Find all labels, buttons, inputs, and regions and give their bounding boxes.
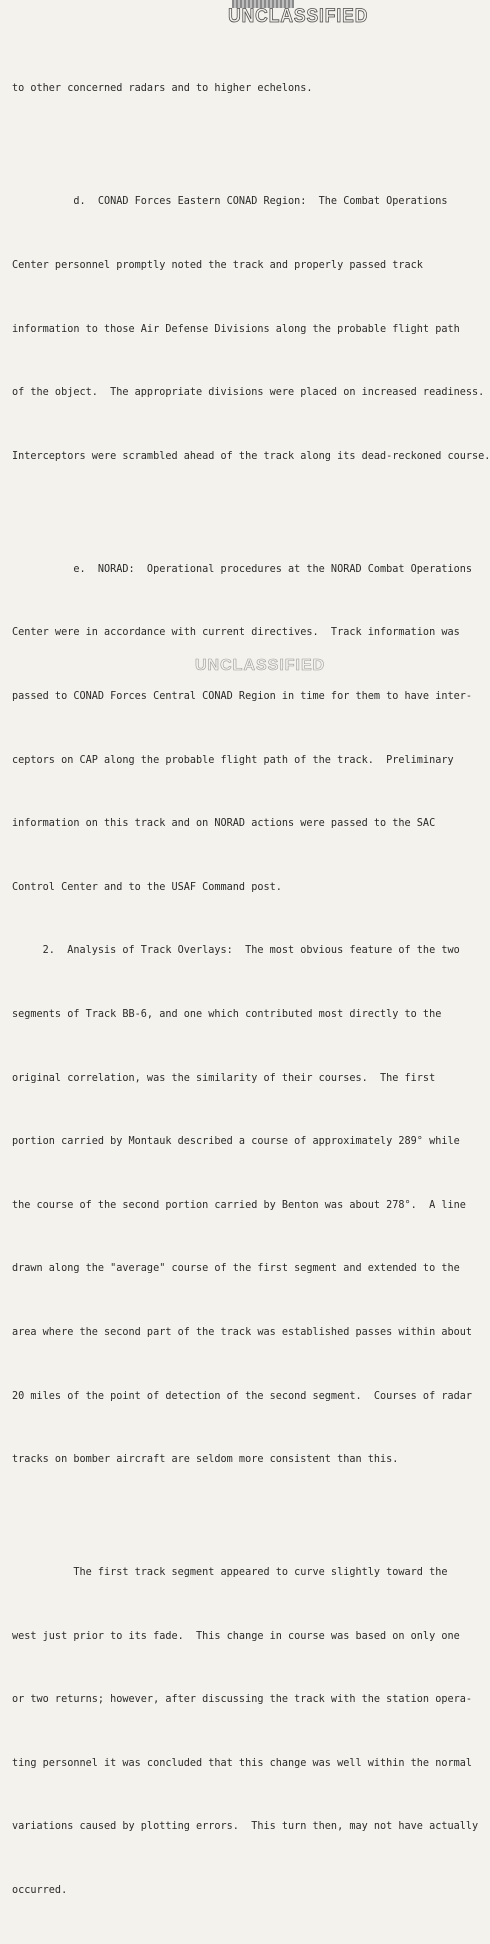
- text-line: west just prior to its fade. This change in course was based on only one: [12, 1630, 460, 1642]
- text-line: segments of Track BB-6, and one which contributed most directly to the: [12, 1008, 442, 1020]
- text-line: ting personnel it was concluded that this change was well within the normal: [12, 1757, 473, 1769]
- text-line: area where the second part of the track was established passes within about: [12, 1326, 473, 1338]
- text-line: 20 miles of the point of detection of the second segment. Courses of radar: [12, 1390, 473, 1402]
- text-line: or two returns; however, after discussing the track with the station opera-: [12, 1694, 473, 1706]
- classification-stamp-bottom: UNCLASSIFIED: [195, 657, 326, 674]
- text-line: ceptors on CAP along the probable flight path of the track. Preliminary: [12, 754, 454, 766]
- text-line: to other concerned radars and to higher echelons.: [12, 83, 313, 95]
- text-line: information on this track and on NORAD actions were passed to the SAC: [12, 818, 436, 830]
- text-line: The first track segment appeared to curve slightly toward the: [12, 1567, 448, 1579]
- text-line: Interceptors were scrambled ahead of the track along its dead-reckoned course.: [12, 450, 490, 462]
- text-line: information to those Air Defense Divisions along the probable flight path: [12, 323, 460, 335]
- text-line: Center were in accordance with current directives. Track information was: [12, 627, 460, 639]
- text-line: occurred.: [12, 1885, 68, 1897]
- text-line: Control Center and to the USAF Command post.: [12, 881, 282, 893]
- text-line: e. NORAD: Operational procedures at the NORAD Combat Operations: [12, 563, 473, 575]
- text-line: passed to CONAD Forces Central CONAD Region in time for them to have inter-: [12, 690, 473, 702]
- text-line: 2. Analysis of Track Overlays: The most obvious feature of the two: [12, 945, 460, 957]
- text-line: Center personnel promptly noted the track and properly passed track: [12, 260, 423, 271]
- document-body: [12, 36, 490, 1944]
- classification-stamp-top: UNCLASSIFIED: [228, 6, 369, 27]
- text-line: tracks on bomber aircraft are seldom more consistent than this.: [12, 1454, 399, 1466]
- text-line: the course of the second portion carried by Benton was about 278°. A line: [12, 1199, 466, 1211]
- text-line: variations caused by plotting errors. This turn then, may not have actually: [12, 1821, 479, 1833]
- text-line: portion carried by Montauk described a course of approximately 289° while: [12, 1136, 460, 1148]
- text-line: drawn along the "average" course of the first segment and extended to the: [12, 1263, 460, 1275]
- text-line: d. CONAD Forces Eastern CONAD Region: The Combat Operations: [12, 196, 448, 208]
- text-line: of the object. The appropriate divisions were placed on increased readiness.: [12, 387, 485, 399]
- text-line: original correlation, was the similarity of their courses. The first: [12, 1072, 436, 1084]
